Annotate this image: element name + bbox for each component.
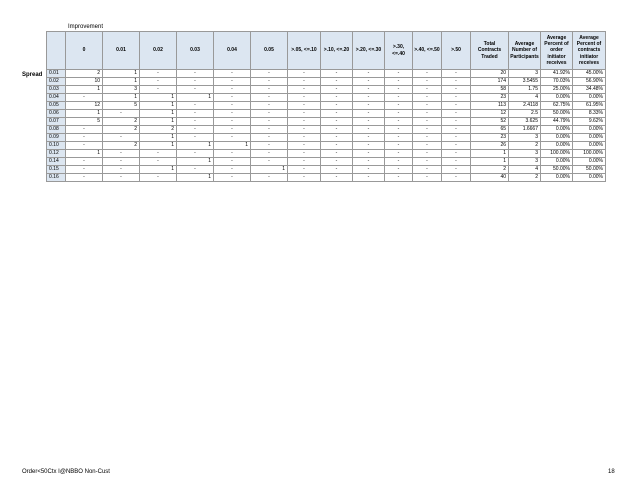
table-cell: -: [177, 110, 214, 118]
table-cell: -: [442, 70, 471, 78]
table-cell: 65: [471, 126, 509, 134]
table-cell: -: [214, 134, 251, 142]
table-cell: 41.92%: [541, 70, 573, 78]
table-cell: -: [251, 86, 288, 94]
table-cell: -: [177, 134, 214, 142]
table-cell: -: [321, 142, 353, 150]
table-cell: -: [288, 126, 321, 134]
table-cell: 12: [66, 102, 103, 110]
table-cell: -: [413, 70, 442, 78]
table-cell: 0.00%: [573, 174, 606, 182]
table-cell: -: [251, 174, 288, 182]
table-cell: -: [353, 70, 385, 78]
table-cell: 2: [509, 174, 541, 182]
column-header: 0.01: [103, 32, 140, 70]
table-cell: -: [385, 86, 413, 94]
row-label: 0.08: [47, 126, 66, 134]
table-row: [47, 70, 606, 78]
row-label: 0.05: [47, 102, 66, 110]
table-cell: 34.48%: [573, 86, 606, 94]
table-cell: -: [413, 126, 442, 134]
table-cell: -: [442, 78, 471, 86]
table-cell: 2: [509, 142, 541, 150]
table-cell: -: [140, 86, 177, 94]
table-cell: -: [321, 70, 353, 78]
table-cell: -: [353, 110, 385, 118]
table-cell: 1.6667: [509, 126, 541, 134]
table-cell: -: [288, 118, 321, 126]
table-cell: -: [385, 118, 413, 126]
table-cell: -: [321, 134, 353, 142]
table-cell: -: [353, 126, 385, 134]
column-header: 0: [66, 32, 103, 70]
table-cell: -: [251, 118, 288, 126]
table-cell: -: [177, 78, 214, 86]
table-cell: 1: [177, 142, 214, 150]
column-header: Total Contracts Traded: [471, 32, 509, 70]
table-cell: -: [288, 142, 321, 150]
table-cell: -: [66, 134, 103, 142]
table-cell: -: [442, 86, 471, 94]
table-cell: -: [385, 102, 413, 110]
row-label: 0.16: [47, 174, 66, 182]
table-cell: -: [140, 70, 177, 78]
table-cell: -: [251, 70, 288, 78]
row-label: 0.03: [47, 86, 66, 94]
table-cell: 0.00%: [573, 126, 606, 134]
row-label: 0.01: [47, 70, 66, 78]
table-cell: 61.95%: [573, 102, 606, 110]
table-cell: -: [321, 118, 353, 126]
column-header: 0.02: [140, 32, 177, 70]
table-cell: 100.00%: [573, 150, 606, 158]
table-cell: -: [413, 94, 442, 102]
table-cell: 100.00%: [541, 150, 573, 158]
table-cell: -: [385, 158, 413, 166]
table-cell: 40: [471, 174, 509, 182]
page-number: 18: [608, 469, 615, 475]
table-cell: -: [66, 126, 103, 134]
table-cell: -: [385, 166, 413, 174]
table-cell: 4: [509, 94, 541, 102]
table-cell: -: [140, 150, 177, 158]
table-cell: 58: [471, 86, 509, 94]
table-cell: 20: [471, 70, 509, 78]
table-cell: -: [321, 94, 353, 102]
table-cell: 1: [177, 158, 214, 166]
table-cell: 1: [66, 86, 103, 94]
column-header: >.50: [442, 32, 471, 70]
column-header: >.40, <=.50: [413, 32, 442, 70]
table-cell: 23: [471, 134, 509, 142]
table-cell: 52: [471, 118, 509, 126]
column-header: Average Percent of order initiator receives: [541, 32, 573, 70]
table-cell: 5: [103, 102, 140, 110]
table-cell: 44.79%: [541, 118, 573, 126]
table-cell: -: [321, 150, 353, 158]
column-header: [47, 32, 66, 70]
column-header: Average Number of Participants: [509, 32, 541, 70]
table-cell: 1.75: [509, 86, 541, 94]
table-cell: -: [214, 102, 251, 110]
table-cell: 2: [103, 126, 140, 134]
table-cell: -: [385, 134, 413, 142]
table-cell: 1: [471, 150, 509, 158]
table-cell: -: [413, 142, 442, 150]
table-cell: -: [353, 102, 385, 110]
table-cell: 1: [471, 158, 509, 166]
table-cell: 1: [140, 94, 177, 102]
table-cell: 62.75%: [541, 102, 573, 110]
table-cell: 0.00%: [541, 126, 573, 134]
table-cell: -: [251, 110, 288, 118]
table-cell: -: [385, 70, 413, 78]
table-cell: -: [321, 166, 353, 174]
table-cell: -: [251, 102, 288, 110]
table-cell: -: [321, 126, 353, 134]
table-cell: -: [177, 166, 214, 174]
table-cell: -: [353, 166, 385, 174]
table-cell: 3: [509, 150, 541, 158]
column-header: >.20, <=.30: [353, 32, 385, 70]
table-cell: -: [385, 110, 413, 118]
table-cell: -: [288, 70, 321, 78]
table-cell: -: [140, 158, 177, 166]
table-cell: -: [442, 110, 471, 118]
table-cell: -: [321, 86, 353, 94]
table-row: [47, 166, 606, 174]
table-cell: -: [353, 142, 385, 150]
table-cell: -: [442, 134, 471, 142]
table-cell: -: [442, 126, 471, 134]
table-cell: -: [442, 102, 471, 110]
table-cell: -: [103, 150, 140, 158]
table-cell: -: [214, 126, 251, 134]
table-row: [47, 134, 606, 142]
row-label: 0.04: [47, 94, 66, 102]
table-cell: -: [288, 102, 321, 110]
table-cell: -: [214, 94, 251, 102]
table-cell: -: [321, 102, 353, 110]
table-cell: 174: [471, 78, 509, 86]
table-cell: 1: [66, 110, 103, 118]
table-cell: -: [321, 174, 353, 182]
table-cell: -: [385, 126, 413, 134]
table-cell: -: [251, 142, 288, 150]
table-cell: 3: [509, 70, 541, 78]
table-cell: 3: [509, 158, 541, 166]
table-cell: -: [385, 78, 413, 86]
table-cell: -: [385, 174, 413, 182]
table-cell: 1: [140, 118, 177, 126]
table-cell: -: [214, 166, 251, 174]
table-cell: -: [177, 150, 214, 158]
table-cell: 0.00%: [541, 158, 573, 166]
table-cell: 2: [103, 118, 140, 126]
table-row: [47, 126, 606, 134]
table-cell: -: [442, 166, 471, 174]
data-table: [46, 31, 606, 182]
row-label: 0.12: [47, 150, 66, 158]
table-row: [47, 150, 606, 158]
table-cell: 1: [103, 70, 140, 78]
table-cell: -: [66, 94, 103, 102]
table-cell: -: [353, 174, 385, 182]
table-cell: -: [140, 78, 177, 86]
table-cell: 2.5: [509, 110, 541, 118]
table-cell: -: [321, 158, 353, 166]
table-cell: -: [177, 86, 214, 94]
table-cell: -: [103, 134, 140, 142]
table-row: [47, 158, 606, 166]
table-cell: 2: [103, 142, 140, 150]
table-cell: 3.5455: [509, 78, 541, 86]
table-cell: -: [353, 150, 385, 158]
table-cell: 1: [140, 134, 177, 142]
spread-label: Spread: [22, 72, 43, 78]
footer-title: Order<50Ctx I@NBBO Non-Cust: [22, 469, 110, 475]
table-cell: 23: [471, 94, 509, 102]
table-cell: -: [413, 102, 442, 110]
row-label: 0.09: [47, 134, 66, 142]
table-cell: -: [251, 150, 288, 158]
table-cell: 50.00%: [541, 166, 573, 174]
column-header: 0.03: [177, 32, 214, 70]
table-cell: -: [413, 134, 442, 142]
table-cell: 1: [214, 142, 251, 150]
table-cell: -: [413, 150, 442, 158]
table-cell: -: [385, 150, 413, 158]
table-cell: -: [288, 86, 321, 94]
table-cell: -: [288, 94, 321, 102]
table-cell: -: [251, 94, 288, 102]
table-cell: -: [442, 158, 471, 166]
table-cell: 2: [140, 126, 177, 134]
table-cell: 9.62%: [573, 118, 606, 126]
table-cell: 2: [471, 166, 509, 174]
table-row: [47, 110, 606, 118]
table-cell: 1: [140, 102, 177, 110]
table-cell: 2.4118: [509, 102, 541, 110]
table-cell: 1: [251, 166, 288, 174]
table-row: [47, 102, 606, 110]
table-cell: -: [288, 150, 321, 158]
table-cell: 50.00%: [573, 166, 606, 174]
table-cell: 26: [471, 142, 509, 150]
table-cell: -: [353, 134, 385, 142]
table-cell: 0.00%: [573, 134, 606, 142]
table-cell: -: [103, 166, 140, 174]
table-cell: -: [353, 86, 385, 94]
table-cell: 1: [177, 174, 214, 182]
table-cell: -: [177, 102, 214, 110]
table-cell: -: [288, 166, 321, 174]
table-cell: -: [321, 110, 353, 118]
table-row: [47, 94, 606, 102]
table-cell: 1: [140, 142, 177, 150]
table-cell: -: [177, 118, 214, 126]
table-cell: 3.625: [509, 118, 541, 126]
column-header: >.30, <=.40: [385, 32, 413, 70]
table-cell: 1: [140, 166, 177, 174]
table-cell: -: [103, 174, 140, 182]
table-cell: -: [413, 78, 442, 86]
table-cell: 0.00%: [541, 174, 573, 182]
table-cell: -: [214, 158, 251, 166]
table-row: [47, 142, 606, 150]
row-label: 0.06: [47, 110, 66, 118]
row-label: 0.10: [47, 142, 66, 150]
table-cell: 56.90%: [573, 78, 606, 86]
table-cell: 1: [103, 78, 140, 86]
table-cell: -: [442, 150, 471, 158]
table-row: [47, 174, 606, 182]
table-cell: 50.00%: [541, 110, 573, 118]
table-cell: -: [288, 174, 321, 182]
table-cell: -: [288, 110, 321, 118]
table-cell: -: [442, 94, 471, 102]
table-cell: -: [353, 94, 385, 102]
table-cell: 8.33%: [573, 110, 606, 118]
table-cell: -: [177, 70, 214, 78]
table-cell: 4: [509, 166, 541, 174]
table-cell: -: [442, 118, 471, 126]
column-header: >.05, <=.10: [288, 32, 321, 70]
table-cell: -: [66, 174, 103, 182]
table-cell: 1: [66, 150, 103, 158]
table-cell: -: [103, 110, 140, 118]
row-label: 0.15: [47, 166, 66, 174]
table-cell: -: [288, 78, 321, 86]
table-cell: -: [353, 78, 385, 86]
table-cell: 1: [177, 94, 214, 102]
table-cell: -: [251, 134, 288, 142]
table-cell: -: [214, 174, 251, 182]
table-cell: -: [353, 118, 385, 126]
table-cell: -: [251, 158, 288, 166]
table-cell: -: [442, 174, 471, 182]
table-cell: -: [413, 110, 442, 118]
improvement-label: Improvement: [68, 24, 104, 30]
table-cell: 0.00%: [573, 158, 606, 166]
table-cell: 1: [140, 110, 177, 118]
table-cell: -: [177, 126, 214, 134]
table-cell: -: [413, 118, 442, 126]
table-cell: -: [251, 126, 288, 134]
table-cell: -: [413, 158, 442, 166]
table-cell: -: [214, 118, 251, 126]
table-cell: 5: [66, 118, 103, 126]
table-cell: 0.00%: [541, 134, 573, 142]
table-cell: 3: [103, 86, 140, 94]
table-cell: 70.03%: [541, 78, 573, 86]
table-cell: -: [353, 158, 385, 166]
table-cell: 0.00%: [573, 94, 606, 102]
column-header: Average Percent of contracts initiator receives: [573, 32, 606, 70]
header-row: [47, 32, 606, 70]
table-row: [47, 86, 606, 94]
table-cell: -: [251, 78, 288, 86]
table-cell: -: [385, 142, 413, 150]
table-cell: 12: [471, 110, 509, 118]
table-cell: -: [288, 134, 321, 142]
table-cell: 0.00%: [573, 142, 606, 150]
table-cell: 0.00%: [541, 142, 573, 150]
table-cell: -: [385, 94, 413, 102]
table-cell: 0.00%: [541, 94, 573, 102]
table-row: [47, 78, 606, 86]
table-cell: -: [66, 166, 103, 174]
table-cell: 25.00%: [541, 86, 573, 94]
table-cell: -: [214, 110, 251, 118]
table-cell: -: [413, 174, 442, 182]
table-cell: -: [413, 166, 442, 174]
table-cell: -: [66, 142, 103, 150]
column-header: >.10, <=.20: [321, 32, 353, 70]
table-cell: 2: [66, 70, 103, 78]
table-cell: 1: [103, 94, 140, 102]
row-label: 0.02: [47, 78, 66, 86]
table-cell: -: [288, 158, 321, 166]
row-label: 0.14: [47, 158, 66, 166]
table-cell: -: [214, 150, 251, 158]
table-cell: -: [413, 86, 442, 94]
table-row: [47, 118, 606, 126]
table-cell: -: [442, 142, 471, 150]
column-header: 0.04: [214, 32, 251, 70]
table-cell: -: [103, 158, 140, 166]
table-cell: -: [321, 78, 353, 86]
row-label: 0.07: [47, 118, 66, 126]
table-cell: -: [140, 174, 177, 182]
table-cell: -: [214, 86, 251, 94]
table-cell: 45.00%: [573, 70, 606, 78]
table-cell: -: [66, 158, 103, 166]
table-cell: 113: [471, 102, 509, 110]
table-cell: -: [214, 70, 251, 78]
table-cell: 10: [66, 78, 103, 86]
column-header: 0.05: [251, 32, 288, 70]
table-cell: -: [214, 78, 251, 86]
table-cell: 3: [509, 134, 541, 142]
